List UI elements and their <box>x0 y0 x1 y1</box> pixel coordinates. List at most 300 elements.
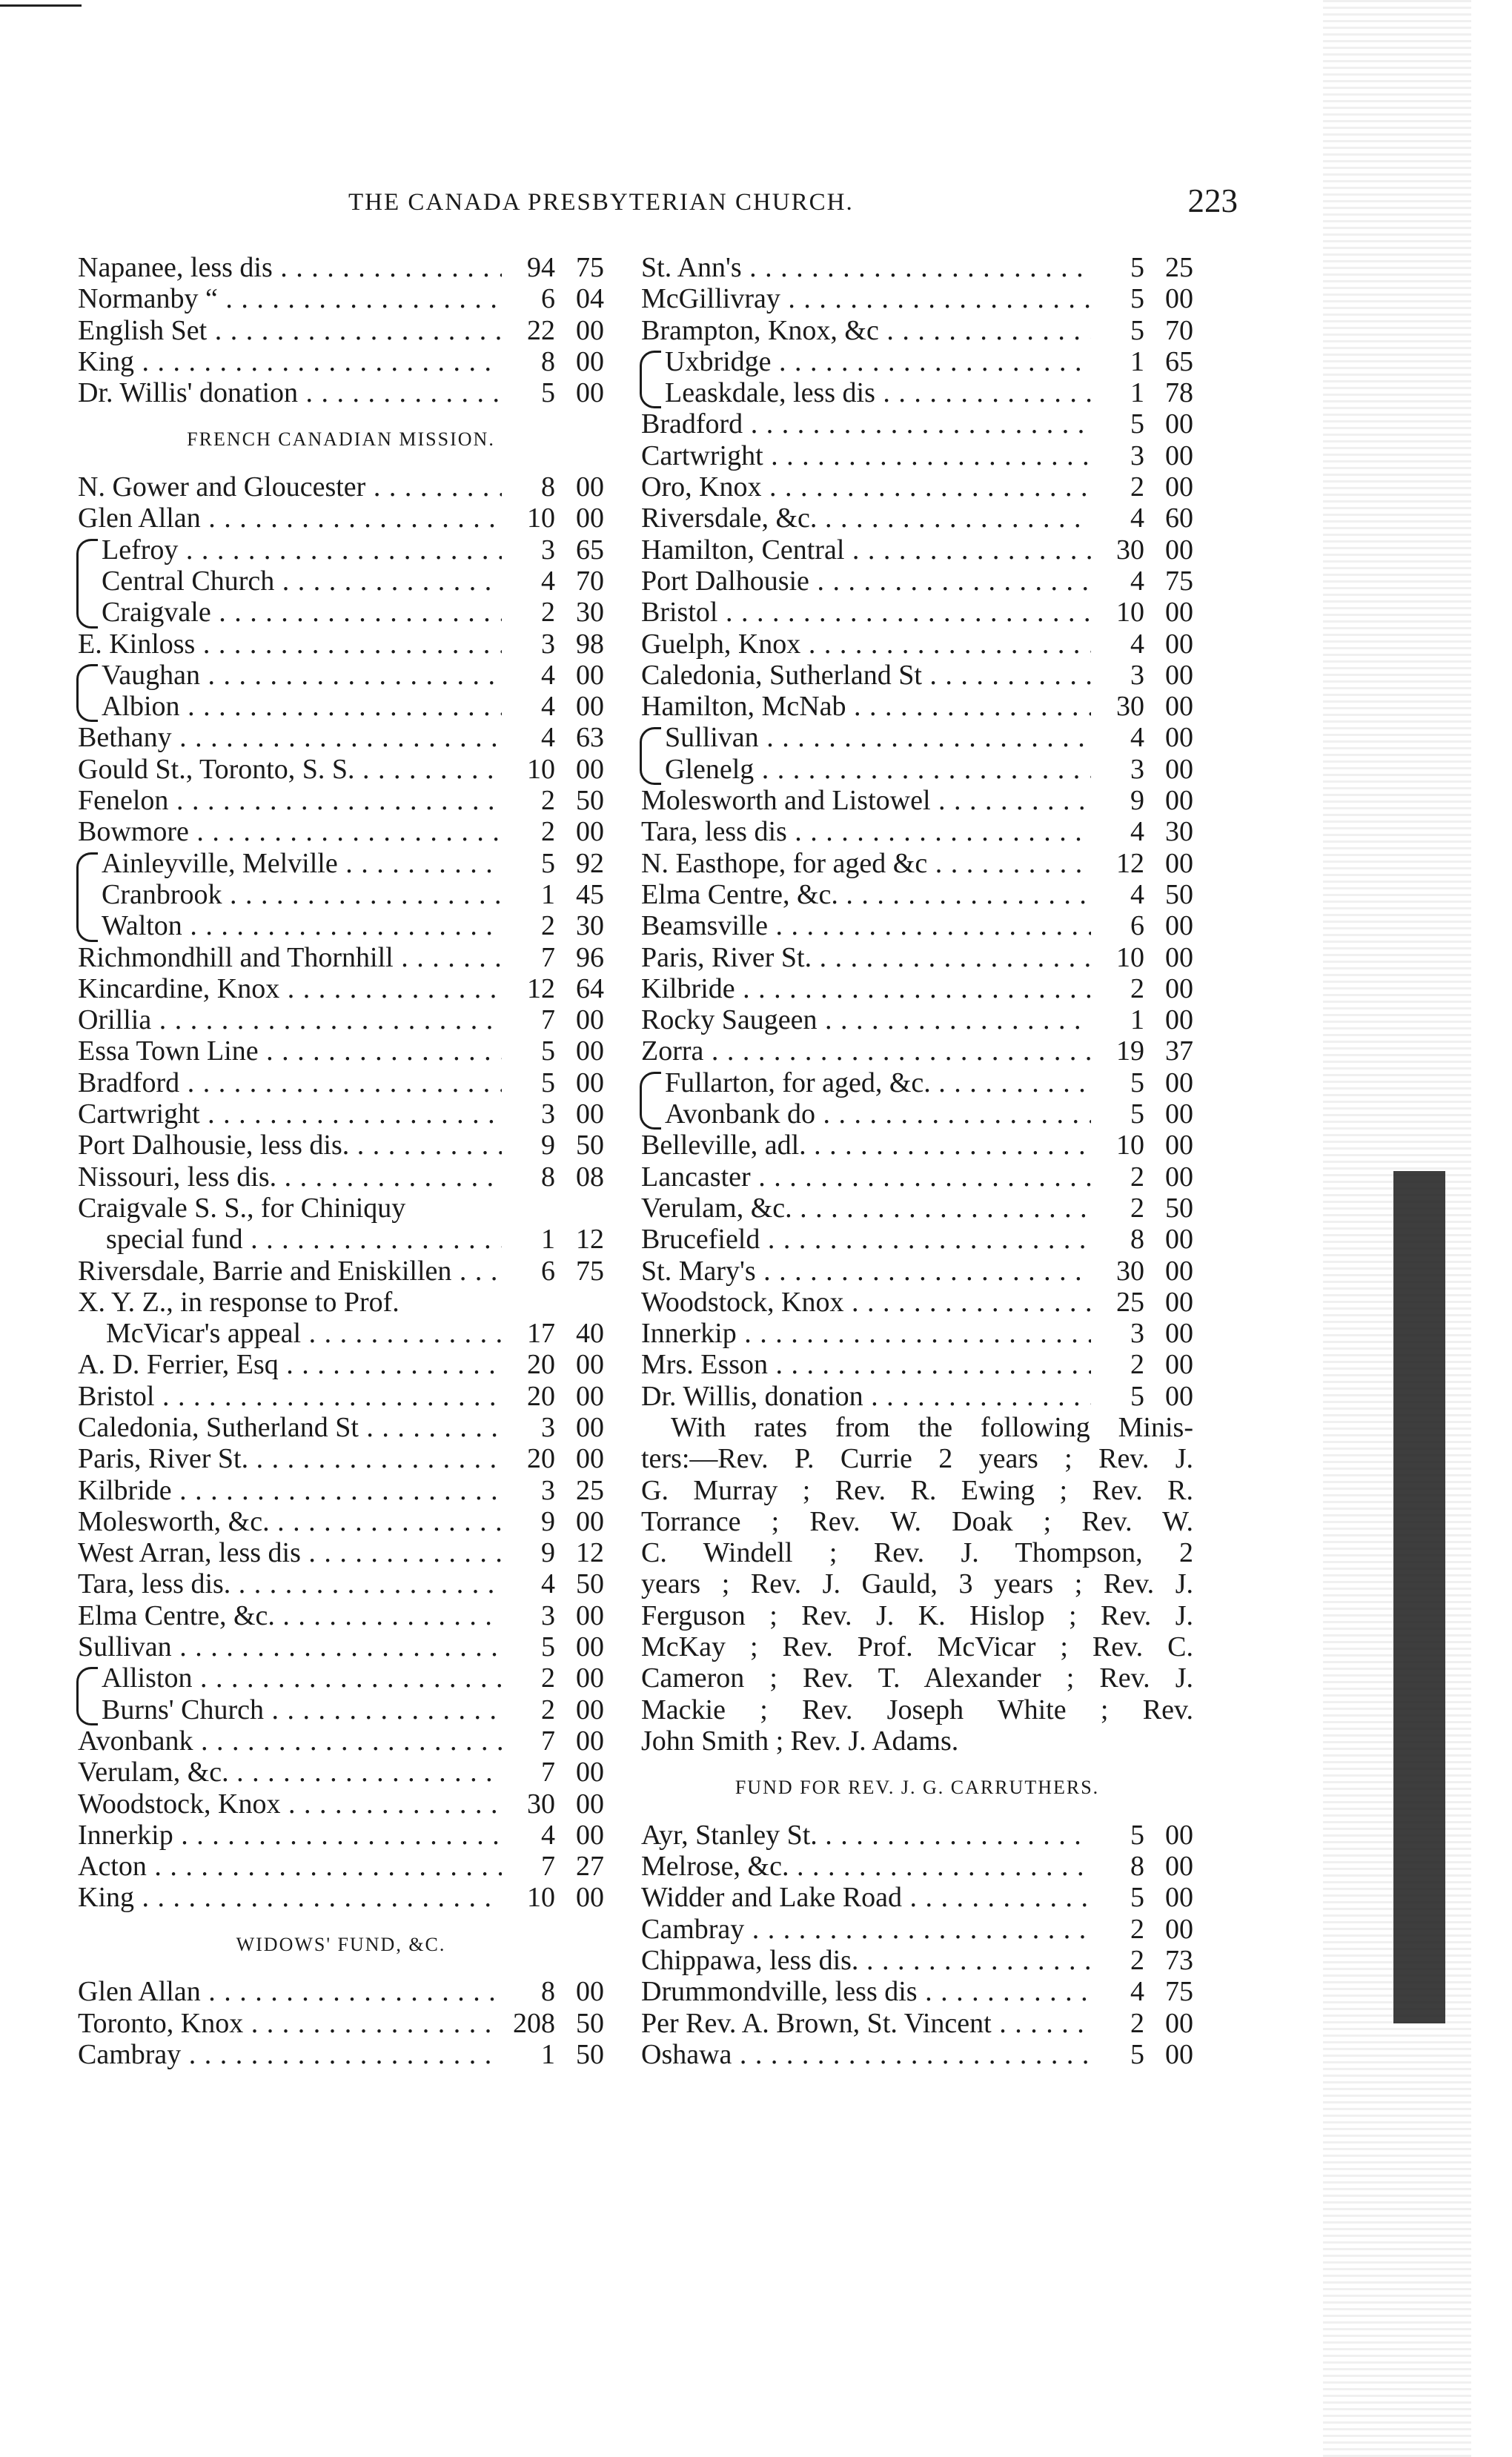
entry-row <box>78 1035 604 1067</box>
entry-dollars: 9 <box>541 1505 555 1537</box>
entry-name: Fullarton, for aged, &c. . . . <box>641 1067 1091 1098</box>
entry-cents <box>555 1287 604 1318</box>
entry-cents: 00 <box>1165 1255 1193 1287</box>
entry-row <box>641 566 1193 597</box>
right-top-list <box>641 252 1193 1412</box>
entry-name: Glen Allan . . . <box>78 503 502 534</box>
entry-cents: 37 <box>1165 1035 1193 1067</box>
entry-row <box>78 566 604 597</box>
entry-dollars: 5 <box>1130 1882 1144 1914</box>
entry-cents: 00 <box>576 345 604 377</box>
entry-row <box>78 2039 604 2070</box>
entry-cents: 00 <box>576 659 604 691</box>
entry-row <box>641 879 1193 910</box>
entry-cents: 75 <box>1165 1976 1193 2008</box>
entry-cents: 70 <box>576 565 604 597</box>
entry-row <box>78 377 604 408</box>
entry-row <box>78 1193 604 1224</box>
entry-cents: 00 <box>576 1725 604 1757</box>
paragraph-line: Mackie ; Rev. Joseph White ; Rev. <box>641 1694 1193 1725</box>
entry-dollars: 30 <box>1116 1255 1144 1287</box>
entry-row <box>78 1976 604 2007</box>
grouping-brace <box>640 351 661 409</box>
entry-cents: 00 <box>1165 910 1193 942</box>
entry-cents: 45 <box>576 878 604 910</box>
paragraph-line: C. Windell ; Rev. J. Thompson, 2 <box>641 1537 1193 1569</box>
entry-row <box>641 816 1193 847</box>
entry-dollars: 2 <box>1130 972 1144 1004</box>
paragraph-line: ters:—Rev. P. Currie 2 years ; Rev. J. <box>641 1443 1193 1475</box>
entry-name: Tara, less dis . . . <box>641 816 1091 847</box>
entry-dollars: 3 <box>541 1098 555 1130</box>
entry-cents: 00 <box>1165 753 1193 785</box>
entry-dollars: 1 <box>541 1224 555 1256</box>
entry-cents: 50 <box>1165 878 1193 910</box>
entry-dollars: 2 <box>1130 1945 1144 1977</box>
widows-fund-list <box>78 1976 604 2070</box>
entry-dollars: 7 <box>541 1725 555 1757</box>
entry-name: Bristol . . . <box>641 597 1091 628</box>
entry-row <box>78 1161 604 1193</box>
entry-cents: 60 <box>1165 503 1193 534</box>
entry-name: Avonbank do . . . <box>641 1098 1091 1130</box>
entry-dollars: 10 <box>1116 1130 1144 1161</box>
entry-name: West Arran, less dis . . . <box>78 1537 502 1568</box>
page-number: 223 <box>1187 182 1238 219</box>
page-header <box>82 182 1238 226</box>
entry-cents: 00 <box>1165 1161 1193 1193</box>
entry-name: King . . . <box>78 346 502 377</box>
entry-dollars: 4 <box>541 565 555 597</box>
grouping-brace <box>640 727 661 786</box>
entry-dollars: 94 <box>527 252 555 283</box>
entry-dollars: 30 <box>1116 534 1144 566</box>
paragraph-line: McKay ; Rev. Prof. McVicar ; Rev. C. <box>641 1631 1193 1663</box>
entry-cents: 50 <box>576 2038 604 2070</box>
entry-name: Craigvale S. S., for Chiniquy <box>78 1192 406 1224</box>
entry-name: Cambray . . . <box>641 1914 1091 1945</box>
entry-row <box>78 1318 604 1349</box>
entry-name: Hamilton, McNab . . . <box>641 691 1091 722</box>
entry-name: Kilbride . . . <box>78 1475 502 1506</box>
entry-name: Dr. Willis' donation . . . <box>78 377 502 408</box>
entry-cents: 73 <box>1165 1945 1193 1977</box>
entry-name: Normanby “ . . . <box>78 283 502 314</box>
entry-name: Beamsville . . . <box>641 910 1091 941</box>
entry-cents: 00 <box>1165 1913 1193 1945</box>
entry-row <box>78 252 604 283</box>
entry-dollars: 7 <box>541 941 555 973</box>
entry-name: Zorra . . . <box>641 1035 1091 1067</box>
entry-name: Gould St., Toronto, S. S. . . . <box>78 754 502 785</box>
entry-cents: 00 <box>1165 722 1193 754</box>
entry-cents: 00 <box>1165 847 1193 879</box>
entry-cents: 70 <box>1165 314 1193 346</box>
entry-dollars: 4 <box>1130 1976 1144 2008</box>
entry-name: special fund . . . <box>78 1224 502 1255</box>
entry-row <box>78 315 604 346</box>
entry-cents: 00 <box>1165 1004 1193 1036</box>
entry-dollars: 4 <box>541 1819 555 1851</box>
entry-cents: 00 <box>576 377 604 409</box>
entry-row <box>641 1349 1193 1380</box>
entry-row <box>641 346 1193 377</box>
entry-dollars: 2 <box>1130 1192 1144 1224</box>
entry-row <box>641 1851 1193 1882</box>
entry-cents: 00 <box>576 1631 604 1663</box>
entry-dollars: 6 <box>1130 910 1144 942</box>
ministers-rates-paragraph <box>641 1412 1193 1757</box>
entry-dollars: 1 <box>541 2038 555 2070</box>
entry-cents: 00 <box>576 1004 604 1036</box>
entry-name: Bowmore . . . <box>78 816 502 847</box>
entry-name: Port Dalhousie, less dis. . . . <box>78 1130 502 1161</box>
entry-name: Craigvale . . . <box>78 597 502 628</box>
entry-name: Caledonia, Sutherland St . . . <box>78 1412 502 1443</box>
entry-name: Ainleyville, Melville . . . <box>78 848 502 879</box>
entry-cents: 00 <box>1165 1224 1193 1256</box>
entry-name: X. Y. Z., in response to Prof. <box>78 1286 399 1318</box>
entry-row <box>78 1004 604 1035</box>
entry-dollars: 5 <box>541 1035 555 1067</box>
entry-row <box>641 471 1193 503</box>
entry-cents: 00 <box>576 1819 604 1851</box>
entry-cents: 00 <box>1165 471 1193 503</box>
entry-cents: 50 <box>576 785 604 817</box>
entry-dollars: 2 <box>1130 1161 1144 1193</box>
entry-cents: 00 <box>1165 2007 1193 2039</box>
entry-cents: 25 <box>1165 252 1193 283</box>
entry-cents: 00 <box>576 816 604 848</box>
entry-dollars: 8 <box>541 471 555 503</box>
entry-cents: 00 <box>1165 534 1193 566</box>
entry-dollars: 25 <box>1116 1286 1144 1318</box>
entry-row <box>78 503 604 534</box>
entry-row <box>641 629 1193 660</box>
entry-row <box>641 942 1193 973</box>
entry-row <box>78 1537 604 1568</box>
entry-row <box>78 1475 604 1506</box>
entry-name: St. Mary's . . . <box>641 1256 1091 1287</box>
entry-cents: 04 <box>576 283 604 315</box>
entry-cents: 96 <box>576 941 604 973</box>
entry-cents: 00 <box>1165 440 1193 471</box>
paragraph-line: years ; Rev. J. Gauld, 3 years ; Rev. J. <box>641 1568 1193 1600</box>
entry-dollars: 10 <box>1116 597 1144 629</box>
entry-row <box>78 1662 604 1694</box>
entry-cents: 00 <box>576 1098 604 1130</box>
entry-dollars: 2 <box>1130 1913 1144 1945</box>
entry-cents: 00 <box>1165 408 1193 440</box>
entry-row <box>78 2008 604 2039</box>
entry-cents <box>555 1193 604 1224</box>
entry-name: Ayr, Stanley St. . . . <box>641 1820 1091 1851</box>
entry-cents: 50 <box>576 1130 604 1161</box>
entry-name: Vaughan . . . <box>78 660 502 691</box>
entry-name: Avonbank . . . <box>78 1725 502 1757</box>
entry-row <box>78 1506 604 1537</box>
entry-dollars: 4 <box>1130 878 1144 910</box>
entry-cents: 00 <box>576 1505 604 1537</box>
section-title-french-canadian-mission: FRENCH CANADIAN MISSION. <box>187 428 495 451</box>
entry-cents: 30 <box>576 597 604 629</box>
entry-row <box>641 1067 1193 1098</box>
entry-dollars: 9 <box>1130 785 1144 817</box>
entry-row <box>78 722 604 753</box>
entry-cents: 00 <box>576 1694 604 1725</box>
entry-row <box>641 1820 1193 1851</box>
entry-dollars: 20 <box>527 1380 555 1412</box>
entry-cents: 50 <box>576 1568 604 1600</box>
entry-cents: 75 <box>576 252 604 283</box>
entry-cents: 00 <box>1165 1851 1193 1883</box>
grouping-brace <box>76 539 98 629</box>
entry-cents: 12 <box>576 1224 604 1256</box>
entry-name: Caledonia, Sutherland St . . . <box>641 660 1091 691</box>
entry-row <box>641 660 1193 691</box>
entry-cents: 50 <box>1165 1192 1193 1224</box>
entry-dollars: 8 <box>1130 1224 1144 1256</box>
entry-cents: 00 <box>576 1757 604 1788</box>
entry-dollars: 3 <box>1130 440 1144 471</box>
grouping-brace <box>76 664 98 723</box>
entry-row <box>78 1412 604 1443</box>
entry-name: Essa Town Line . . . <box>78 1035 502 1067</box>
entry-dollars: 8 <box>541 1976 555 2008</box>
entry-row <box>78 1631 604 1662</box>
entry-cents: 00 <box>1165 785 1193 817</box>
entry-cents: 00 <box>1165 628 1193 660</box>
entry-cents: 00 <box>576 1882 604 1914</box>
entry-cents: 98 <box>576 628 604 660</box>
carruthers-fund-list <box>641 1820 1193 2070</box>
entry-dollars: 17 <box>527 1318 555 1350</box>
entry-cents: 00 <box>1165 941 1193 973</box>
entry-row <box>78 785 604 816</box>
entry-row <box>641 1256 1193 1287</box>
entry-name: E. Kinloss . . . <box>78 629 502 660</box>
entry-name: Sullivan . . . <box>78 1631 502 1662</box>
entry-cents: 00 <box>576 1599 604 1631</box>
entry-name: Orillia . . . <box>78 1004 502 1035</box>
right-column <box>641 252 1193 2070</box>
entry-dollars: 8 <box>1130 1851 1144 1883</box>
entry-dollars: 10 <box>527 1882 555 1914</box>
entry-name: Fenelon . . . <box>78 785 502 816</box>
entry-dollars: 3 <box>1130 659 1144 691</box>
entry-name: Leaskdale, less dis . . . <box>641 377 1091 408</box>
entry-name: Toronto, Knox . . . <box>78 2008 502 2039</box>
entry-name: Riversdale, &c. . . . <box>641 503 1091 534</box>
entry-dollars: 5 <box>1130 1067 1144 1098</box>
entry-dollars: 10 <box>527 753 555 785</box>
french-canadian-mission-list <box>78 471 604 1914</box>
entry-dollars: 1 <box>541 878 555 910</box>
entry-dollars: 6 <box>541 1255 555 1287</box>
entry-name: Mrs. Esson . . . <box>641 1349 1091 1380</box>
entry-dollars: 5 <box>541 1631 555 1663</box>
entry-dollars: 4 <box>1130 816 1144 848</box>
entry-name: Kilbride . . . <box>641 973 1091 1004</box>
entry-cents: 00 <box>1165 1130 1193 1161</box>
entry-dollars: 9 <box>541 1537 555 1569</box>
entry-cents: 00 <box>1165 597 1193 629</box>
entry-row <box>641 1098 1193 1130</box>
entry-cents: 25 <box>576 1474 604 1506</box>
grouping-brace <box>640 1072 661 1130</box>
entry-row <box>78 691 604 722</box>
entry-cents: 75 <box>1165 565 1193 597</box>
entry-row <box>641 377 1193 408</box>
entry-cents: 00 <box>576 1349 604 1381</box>
entry-dollars: 4 <box>541 659 555 691</box>
entry-name: Sullivan . . . <box>641 722 1091 753</box>
entry-row <box>78 1256 604 1287</box>
left-column <box>78 252 604 2070</box>
entry-row <box>641 1882 1193 1913</box>
entry-dollars: 4 <box>1130 565 1144 597</box>
entry-row <box>641 1224 1193 1255</box>
entry-dollars: 3 <box>541 1474 555 1506</box>
section-title-carruthers-fund: FUND FOR REV. J. G. CARRUTHERS. <box>735 1777 1100 1799</box>
left-top-list <box>78 252 604 408</box>
entry-dollars: 5 <box>1130 2038 1144 2070</box>
entry-name: Oshawa . . . <box>641 2039 1091 2070</box>
entry-dollars: 5 <box>1130 1380 1144 1412</box>
entry-cents: 00 <box>1165 283 1193 315</box>
entry-dollars: 208 <box>513 2007 555 2039</box>
entry-dollars: 4 <box>541 1568 555 1600</box>
entry-cents: 00 <box>576 1662 604 1694</box>
entry-dollars: 1 <box>1130 1004 1144 1036</box>
entry-row <box>78 1130 604 1161</box>
entry-dollars: 5 <box>1130 252 1144 283</box>
entry-cents: 00 <box>1165 972 1193 1004</box>
entry-name: Burns' Church . . . <box>78 1694 502 1725</box>
entry-cents: 00 <box>1165 1067 1193 1098</box>
entry-dollars: 2 <box>541 1694 555 1725</box>
entry-cents: 00 <box>1165 1819 1193 1851</box>
entry-cents: 00 <box>1165 691 1193 723</box>
entry-row <box>641 1914 1193 1945</box>
entry-dollars: 20 <box>527 1443 555 1475</box>
entry-row <box>641 503 1193 534</box>
entry-cents: 00 <box>1165 2038 1193 2070</box>
entry-row <box>78 1349 604 1380</box>
entry-dollars: 3 <box>541 1599 555 1631</box>
entry-row <box>641 1130 1193 1161</box>
entry-name: Dr. Willis, donation . . . <box>641 1381 1091 1412</box>
entry-name: Glenelg . . . <box>641 754 1091 785</box>
entry-name: Molesworth, &c. . . . <box>78 1506 502 1537</box>
entry-dollars: 5 <box>541 377 555 409</box>
entry-cents: 75 <box>576 1255 604 1287</box>
entry-row <box>641 440 1193 471</box>
entry-name: Innerkip . . . <box>641 1318 1091 1349</box>
entry-row <box>641 2039 1193 2070</box>
paragraph-line: Ferguson ; Rev. J. K. Hislop ; Rev. J. <box>641 1599 1193 1631</box>
entry-cents: 00 <box>576 1411 604 1443</box>
entry-name: Drummondville, less dis . . . <box>641 1976 1091 2007</box>
section-title-widows-fund: WIDOWS' FUND, &C. <box>236 1933 446 1955</box>
entry-dollars: 2 <box>1130 471 1144 503</box>
entry-cents: 00 <box>1165 1286 1193 1318</box>
entry-dollars: 5 <box>1130 408 1144 440</box>
entry-cents: 00 <box>1165 1882 1193 1914</box>
entry-name: Glen Allan . . . <box>78 1976 502 2007</box>
entry-dollars: 2 <box>541 1662 555 1694</box>
entry-dollars: 2 <box>541 816 555 848</box>
entry-row <box>641 597 1193 628</box>
entry-dollars: 3 <box>541 1411 555 1443</box>
entry-row <box>78 1381 604 1412</box>
entry-name: N. Gower and Gloucester . . . <box>78 471 502 503</box>
entry-name: Kincardine, Knox . . . <box>78 973 502 1004</box>
entry-cents: 64 <box>576 972 604 1004</box>
entry-cents: 00 <box>576 1380 604 1412</box>
entry-dollars: 4 <box>541 691 555 723</box>
entry-name: Verulam, &c. . . . <box>641 1193 1091 1224</box>
entry-row <box>78 816 604 847</box>
entry-dollars: 4 <box>1130 722 1144 754</box>
entry-row <box>78 629 604 660</box>
entry-cents: 40 <box>576 1318 604 1350</box>
entry-dollars: 4 <box>1130 503 1144 534</box>
entry-cents: 00 <box>576 1443 604 1475</box>
entry-name: A. D. Ferrier, Esq . . . <box>78 1349 502 1380</box>
entry-name: Elma Centre, &c. . . . <box>78 1600 502 1631</box>
entry-cents: 00 <box>576 1067 604 1098</box>
entry-dollars: 1 <box>1130 377 1144 409</box>
entry-row <box>78 1224 604 1255</box>
entry-dollars: 2 <box>1130 2007 1144 2039</box>
entry-name: Nissouri, less dis. . . . <box>78 1161 502 1193</box>
entry-cents: 50 <box>576 2007 604 2039</box>
entry-cents: 00 <box>576 1788 604 1820</box>
entry-dollars: 8 <box>541 1161 555 1193</box>
entry-name: Innerkip . . . <box>78 1820 502 1851</box>
entry-cents: 27 <box>576 1851 604 1883</box>
entry-row <box>78 283 604 314</box>
entry-cents: 65 <box>576 534 604 566</box>
entry-name: Melrose, &c. . . . <box>641 1851 1091 1882</box>
entry-row <box>78 848 604 879</box>
entry-name: Lefroy . . . <box>78 534 502 566</box>
entry-dollars: 20 <box>527 1349 555 1381</box>
entry-row <box>78 754 604 785</box>
entry-name: Port Dalhousie . . . <box>641 566 1091 597</box>
entry-row <box>78 879 604 910</box>
entry-row <box>641 973 1193 1004</box>
entry-row <box>641 1381 1193 1412</box>
entry-cents: 00 <box>576 753 604 785</box>
entry-row <box>641 315 1193 346</box>
entry-row <box>641 2008 1193 2039</box>
paragraph-line: G. Murray ; Rev. R. Ewing ; Rev. R. <box>641 1474 1193 1506</box>
entry-dollars: 7 <box>541 1004 555 1036</box>
paragraph-line: Torrance ; Rev. W. Doak ; Rev. W. <box>641 1505 1193 1537</box>
entry-name: Verulam, &c. . . . <box>78 1757 502 1788</box>
entry-row <box>641 1287 1193 1318</box>
entry-name: Bethany . . . <box>78 722 502 753</box>
entry-dollars: 12 <box>527 972 555 1004</box>
grouping-brace <box>76 852 98 942</box>
entry-name: Bristol . . . <box>78 1381 502 1412</box>
entry-dollars: 5 <box>541 847 555 879</box>
entry-name: Woodstock, Knox . . . <box>641 1287 1091 1318</box>
entry-row <box>78 534 604 566</box>
entry-cents: 00 <box>576 314 604 346</box>
